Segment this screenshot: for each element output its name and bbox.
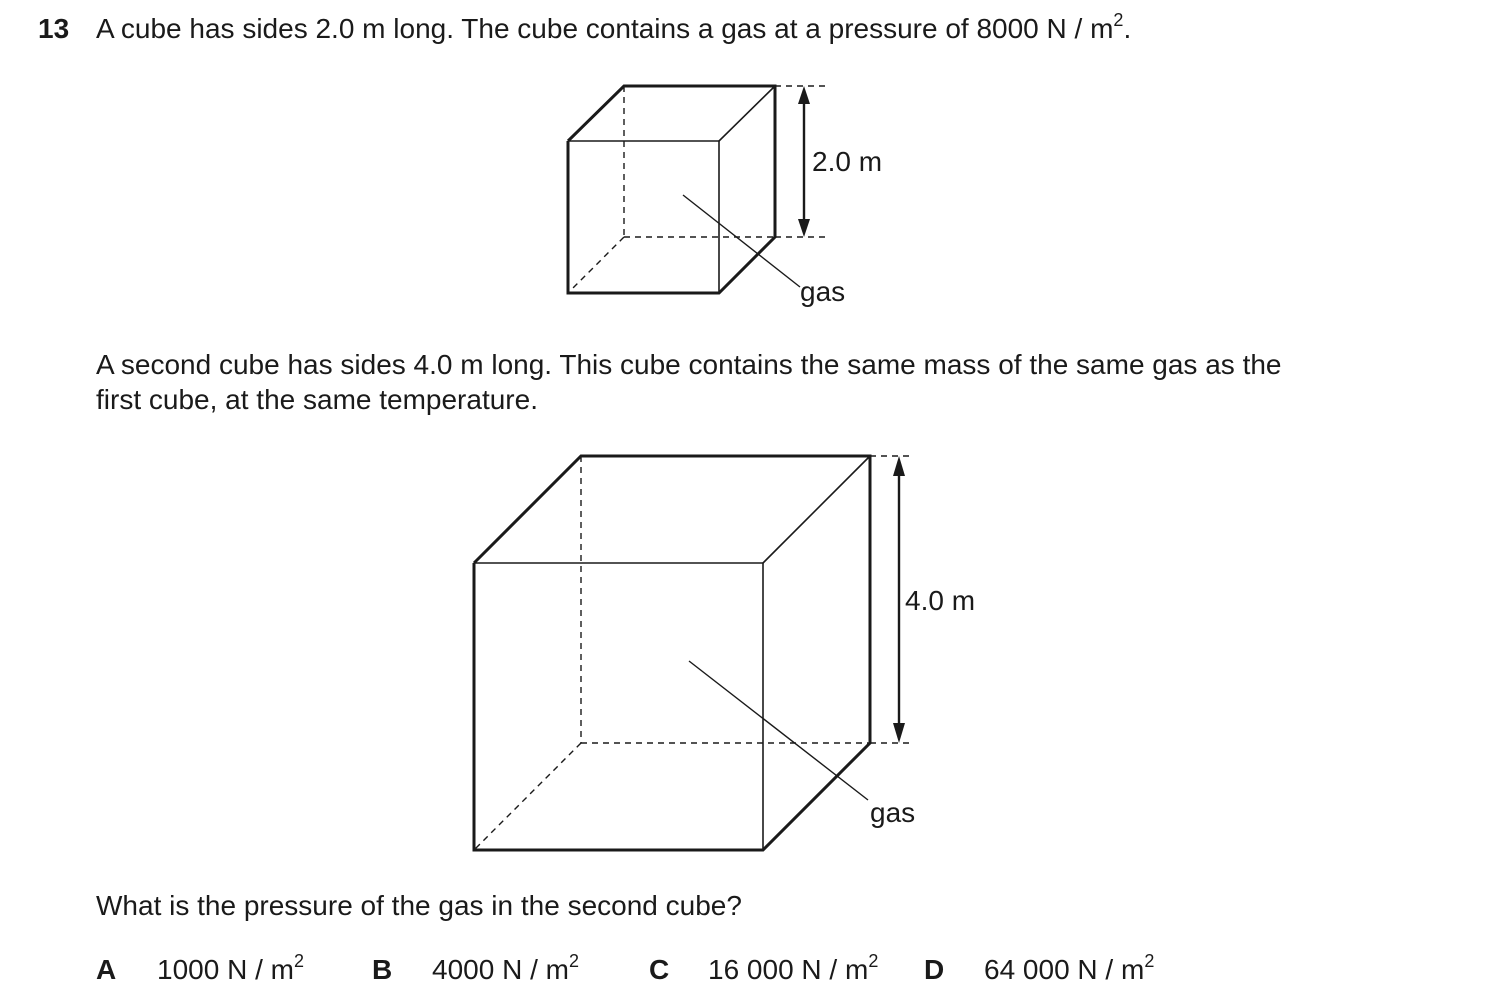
option-c-letter[interactable]: C xyxy=(649,954,670,985)
option-d-letter[interactable]: D xyxy=(924,954,945,985)
second-cube-description-line1: A second cube has sides 4.0 m long. This cube contains the same mass of the same gas as the xyxy=(96,349,1282,380)
option-a-value-text: 1000 N / m xyxy=(157,954,294,985)
question-prompt: What is the pressure of the gas in the second cube? xyxy=(96,890,742,921)
large-cube-hidden-edge-diagonal xyxy=(474,743,581,850)
option-c-value[interactable] xyxy=(708,952,878,988)
option-d-value[interactable] xyxy=(984,952,1154,988)
option-c-superscript: 2 xyxy=(868,951,879,971)
option-a-letter[interactable]: A xyxy=(96,954,117,985)
large-cube-arrowhead-down xyxy=(893,723,905,743)
question-intro-superscript: 2 xyxy=(1113,10,1124,30)
option-a-superscript: 2 xyxy=(293,951,304,971)
option-d-superscript: 2 xyxy=(1144,951,1155,971)
large-cube-gas-pointer xyxy=(689,661,868,800)
large-cube-dimension-label: 4.0 m xyxy=(905,585,976,616)
small-cube-gas-label: gas xyxy=(800,276,846,307)
question-number: 13 xyxy=(38,13,70,44)
answer-options xyxy=(0,952,1500,992)
question-intro-end: . xyxy=(1123,13,1132,44)
large-cube-top-right-edge xyxy=(763,456,870,563)
question-intro-text: A cube has sides 2.0 m long. The cube contains a gas at a pressure of 8000 N / m xyxy=(96,13,1114,44)
large-cube-gas-label: gas xyxy=(870,797,916,828)
option-b-superscript: 2 xyxy=(568,951,579,971)
option-b-letter[interactable]: B xyxy=(372,954,393,985)
option-a-value[interactable] xyxy=(157,952,304,988)
large-cube-arrowhead-up xyxy=(893,456,905,476)
small-cube-dimension-label: 2.0 m xyxy=(812,146,883,177)
option-b-value-text: 4000 N / m xyxy=(432,954,569,985)
option-c-value-text: 16 000 N / m xyxy=(708,954,869,985)
option-d-value-text: 64 000 N / m xyxy=(984,954,1145,985)
second-cube-description-line2: first cube, at the same temperature. xyxy=(96,384,538,415)
option-b-value[interactable] xyxy=(432,952,579,988)
